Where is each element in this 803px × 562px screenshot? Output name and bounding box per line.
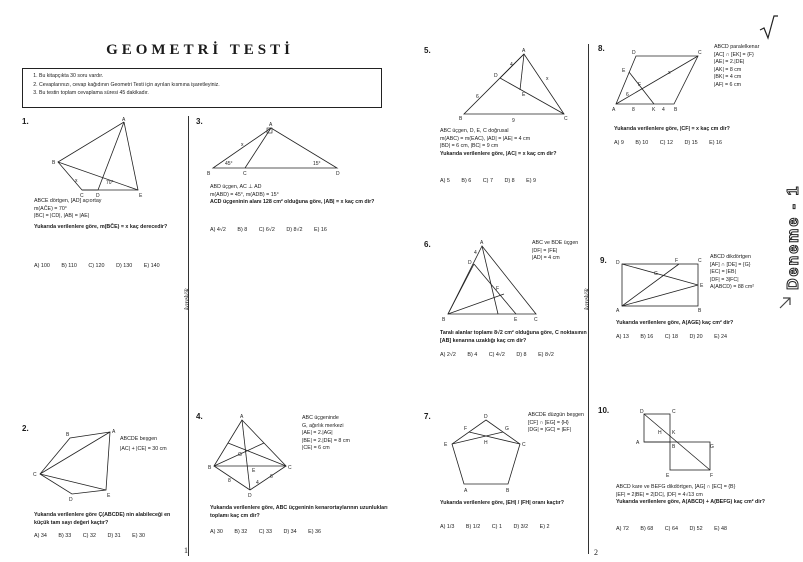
label-K: K: [652, 107, 656, 113]
instruction-item: 1. Bu kitapçıkta 30 soru vardır.: [39, 72, 375, 81]
option[interactable]: C) 4√2: [488, 352, 505, 358]
label-C: C: [80, 193, 84, 199]
instruction-item: 2. Cevaplarınızı, cevap kağıdının Geometri Testi için ayrılan kısmına işaretleyiniz.: [39, 81, 375, 90]
option[interactable]: B) 6: [461, 178, 472, 184]
label-A: A: [522, 48, 526, 54]
option[interactable]: E) 48: [714, 526, 728, 532]
label-F: F: [638, 82, 642, 88]
label-A: A: [269, 122, 273, 128]
figure-q9: [616, 258, 708, 314]
label-D: D: [336, 171, 340, 177]
question-number: 9.: [600, 256, 607, 265]
label-D: D: [248, 493, 252, 499]
figure-q3: [205, 122, 345, 182]
q1-given: ABCE dörtgen, [AD] açıortay m(AĈE) = 70° |BC| = |CD|, |AB| = |AE| Yukarıda verilenlere göre, m(BĈE) = x kaç derecedir?: [34, 198, 168, 230]
option[interactable]: C) 18: [664, 334, 678, 340]
option[interactable]: D) 8: [504, 178, 515, 184]
option[interactable]: B) 16: [640, 334, 654, 340]
label-x: x: [668, 70, 671, 76]
option[interactable]: D) 8√2: [286, 227, 303, 233]
option[interactable]: C) 64: [664, 526, 678, 532]
label-C: C: [672, 409, 676, 415]
label-8: 8: [632, 107, 635, 113]
left-page: [0, 0, 400, 562]
label-A: A: [464, 488, 468, 494]
option[interactable]: B) 68: [640, 526, 654, 532]
arrow-icon: [778, 296, 792, 310]
label-x: x: [75, 178, 78, 184]
label-D: D: [96, 193, 100, 199]
q3-given: ABD üçgen, AC ⊥ AD m(ABD) = 45°, m(ADB) = 15° ACD üçgeninin alanı 128 cm² olduğuna göre, |AB| = x kaç cm dir?: [210, 184, 375, 206]
column-divider: [188, 116, 189, 556]
question-number: 10.: [598, 406, 610, 415]
option[interactable]: A) 1/3: [440, 524, 455, 530]
option[interactable]: A) 72: [616, 526, 629, 532]
question-number: 1.: [22, 117, 29, 126]
option[interactable]: E) 2: [539, 524, 550, 530]
label-E: E: [107, 493, 111, 499]
label-9: 9: [512, 118, 515, 124]
label-x: x: [546, 76, 549, 82]
option[interactable]: D) 20: [689, 334, 703, 340]
q2-question: Yukarıda verilenlere göre Ç(ABCDE) nin alabileceği en küçük tam sayı değeri kaçtır?: [34, 512, 171, 526]
figure-q4: [208, 414, 300, 499]
label-E: E: [139, 193, 143, 199]
q5-options: [440, 178, 546, 184]
label-x: x: [241, 142, 244, 148]
label-A: A: [112, 429, 116, 435]
option[interactable]: C) 33: [258, 529, 272, 535]
option[interactable]: B) 32: [234, 529, 248, 535]
label-B: B: [207, 171, 211, 177]
label-G: G: [238, 452, 242, 458]
label-4: 4: [662, 107, 665, 113]
option[interactable]: D) 15: [684, 140, 698, 146]
question-number: 5.: [424, 46, 431, 55]
label-4: 4: [510, 62, 513, 68]
option[interactable]: C) 1: [491, 524, 502, 530]
label-4: 4: [474, 250, 477, 256]
label-D: D: [616, 260, 620, 266]
option[interactable]: D) 34: [283, 529, 297, 535]
page-number: 2: [594, 548, 598, 557]
q9-options: [616, 334, 737, 340]
right-page: [400, 0, 800, 562]
option[interactable]: A) 100: [34, 263, 50, 269]
q8-question: Yukarıda verilenlere göre, |CF| = x kaç cm dir?: [614, 126, 730, 132]
label-C: C: [243, 171, 247, 177]
label-A: A: [636, 440, 640, 446]
label-8: 8: [228, 478, 231, 484]
option[interactable]: E) 36: [308, 529, 322, 535]
q6-given: ABC ve BDE üçgen |DF| = |FE| |AD| = 4 cm: [532, 240, 579, 262]
option[interactable]: A) 5: [440, 178, 450, 184]
option[interactable]: D) 31: [107, 533, 121, 539]
label-C: C: [564, 116, 568, 122]
question-number: 8.: [598, 44, 605, 53]
q5-given: ABC üçgen, D, E, C doğrusal m(ABC) = m(EAC), |AD| = |AE| = 4 cm |BD| = 6 cm, |BC| = 9 cm Yukarıda verilenlere göre, |AC| = x kaç cm dir?: [440, 128, 557, 157]
option[interactable]: B) 8: [237, 227, 248, 233]
option[interactable]: D) 52: [689, 526, 703, 532]
q7-question: Yukarıda verilenlere göre, |EH| / |FH| oranı kaçtır?: [440, 500, 564, 506]
label-H: H: [658, 430, 662, 436]
q1-options: [34, 263, 170, 269]
figure-q5: [440, 50, 570, 122]
option[interactable]: A) 30: [210, 529, 223, 535]
label-A: A: [122, 117, 126, 123]
figure-q6: [444, 242, 544, 322]
label-C: C: [33, 472, 37, 478]
q6-options: [440, 352, 564, 358]
option[interactable]: D) 8: [516, 352, 527, 358]
option[interactable]: B) 10: [635, 140, 649, 146]
label-E: E: [666, 473, 670, 479]
label-F: F: [710, 473, 714, 479]
option[interactable]: C) 120: [88, 263, 105, 269]
option[interactable]: C) 6√2: [258, 227, 275, 233]
option[interactable]: B) 33: [58, 533, 72, 539]
option[interactable]: E) 24: [714, 334, 728, 340]
option[interactable]: E) 16: [709, 140, 723, 146]
option[interactable]: B) 1/2: [465, 524, 481, 530]
figure-q2: [33, 428, 126, 503]
label-A: A: [480, 240, 484, 246]
option[interactable]: A) 34: [34, 533, 47, 539]
label-D: D: [484, 414, 488, 420]
label-B: B: [674, 107, 678, 113]
label-B: B: [672, 444, 676, 450]
figure-q1: [40, 118, 180, 198]
deneme-label: Deneme - 1: [785, 184, 802, 290]
label-E: E: [444, 442, 448, 448]
root-logo-icon: [758, 14, 778, 40]
q7-given: ABCDE düzgün beşgen [CF] ∩ [EG] = {H} |DG| = |GC| = |EF|: [528, 412, 584, 434]
label-F: F: [496, 286, 500, 292]
label-6: 6: [476, 94, 479, 100]
label-D: D: [69, 497, 73, 503]
label-E: E: [622, 68, 626, 74]
page-title: GEOMETRİ TESTİ: [106, 42, 294, 58]
q6-question: Taralı alanlar toplamı 8√2 cm² olduğuna göre, C noktasının [AB] kenarına uzaklığı kaç cm dir?: [440, 330, 587, 344]
instruction-item: 3. Bu testin toplam cevaplama süresi 45 dakikadır.: [39, 89, 375, 98]
option[interactable]: A) 9: [614, 140, 624, 146]
label-F: F: [675, 258, 679, 264]
label-A: A: [616, 308, 620, 314]
q8-given: ABCD paralelkenar [AC] ∩ [EK] = {F} |AE| = 2.|DE| |AK| = 8 cm |BK| = 4 cm |AF| = 6 cm: [714, 44, 760, 88]
label-angle: 70°: [106, 180, 114, 186]
q4-question: Yukarıda verilenlere göre, ABC üçgeninin kenarortaylarının uzunlukları toplamı kaç cm dir?: [210, 505, 388, 519]
label-C: C: [698, 50, 702, 56]
label-B: B: [459, 116, 463, 122]
side-label: karekök: [183, 288, 191, 310]
q9-question: Yukarıda verilenlere göre, A(AGE) kaç cm² dir?: [616, 320, 734, 326]
label-angle: 45°: [225, 161, 233, 167]
q10-given: ABCD kare ve BEFG dikdörtgen, [AG] ∩ [EC] = {B} |EF| = 2|BE| = 2|DC|, |DF| = 4√13 cm Yukarıda verilenlere göre, A(ABCD) + A(BEFG) kaç cm² dir?: [616, 484, 765, 506]
option[interactable]: D) 3/2: [513, 524, 529, 530]
option[interactable]: E) 140: [143, 263, 160, 269]
label-C: C: [534, 317, 538, 323]
question-number: 2.: [22, 424, 29, 433]
label-A: A: [240, 414, 244, 420]
question-number: 6.: [424, 240, 431, 249]
label-B: B: [442, 317, 446, 323]
label-B: B: [52, 160, 56, 166]
label-G: G: [654, 271, 658, 277]
figure-q10: [636, 408, 736, 480]
label-6: 6: [626, 92, 629, 98]
label-B: B: [698, 308, 702, 314]
q8-options: [614, 140, 732, 146]
label-D: D: [468, 260, 472, 266]
label-K: K: [672, 430, 676, 436]
label-A: A: [612, 107, 616, 113]
label-H: H: [484, 440, 488, 446]
label-B: B: [66, 432, 70, 438]
label-E: E: [252, 468, 256, 474]
q2-options: [34, 533, 155, 539]
q2-given: ABCDE beşgen |AC| + |CE| = 30 cm: [120, 436, 167, 452]
option[interactable]: E) 30: [132, 533, 146, 539]
option[interactable]: E) 9: [526, 178, 537, 184]
label-B: B: [506, 488, 510, 494]
q10-options: [616, 526, 737, 532]
q7-options: [440, 524, 560, 530]
label-F: F: [464, 426, 468, 432]
figure-q7: [444, 414, 530, 494]
page-number: 1: [184, 546, 188, 555]
q4-options: [210, 529, 331, 535]
label-D: D: [494, 73, 498, 79]
q3-options: [210, 227, 337, 233]
label-E: E: [522, 92, 526, 98]
label-D: D: [640, 409, 644, 415]
option[interactable]: C) 7: [482, 178, 493, 184]
q9-given: ABCD dikdörtgen [AF] ∩ [DE] = {G} |EC| = |EB| |DF| = 3|FC| A(ABCD) = 88 cm²: [710, 254, 755, 291]
option[interactable]: A) 13: [616, 334, 629, 340]
label-C: C: [288, 465, 292, 471]
label-D: D: [632, 50, 636, 56]
option[interactable]: A) 4√2: [210, 227, 226, 233]
option[interactable]: D) 130: [116, 263, 133, 269]
option[interactable]: C) 32: [82, 533, 96, 539]
label-G: G: [710, 444, 714, 450]
label-C: C: [698, 258, 702, 264]
instructions-box: [22, 68, 382, 108]
label-G: G: [505, 426, 509, 432]
q4-given: ABC üçgeninde G, ağırlık merkezi |AE| = 2.|AG| |BE| = 2.|DE| = 8 cm |CE| = 6 cm: [302, 415, 350, 452]
label-E: E: [514, 317, 518, 323]
question-number: 3.: [196, 117, 203, 126]
label-4: 4: [256, 480, 259, 486]
question-number: 4.: [196, 412, 203, 421]
option[interactable]: E) 8√2: [538, 352, 554, 358]
label-B: B: [208, 465, 212, 471]
option[interactable]: E) 16: [314, 227, 327, 233]
label-E: E: [700, 283, 704, 289]
option[interactable]: C) 12: [659, 140, 673, 146]
label-angle: 15°: [313, 161, 321, 167]
figure-q8: [612, 50, 712, 113]
option[interactable]: B) 4: [467, 352, 478, 358]
label-C: C: [522, 442, 526, 448]
option[interactable]: A) 2√2: [440, 352, 456, 358]
side-label: karekök: [583, 288, 591, 310]
question-number: 7.: [424, 412, 431, 421]
label-6: 6: [270, 474, 273, 480]
option[interactable]: B) 110: [61, 263, 77, 269]
